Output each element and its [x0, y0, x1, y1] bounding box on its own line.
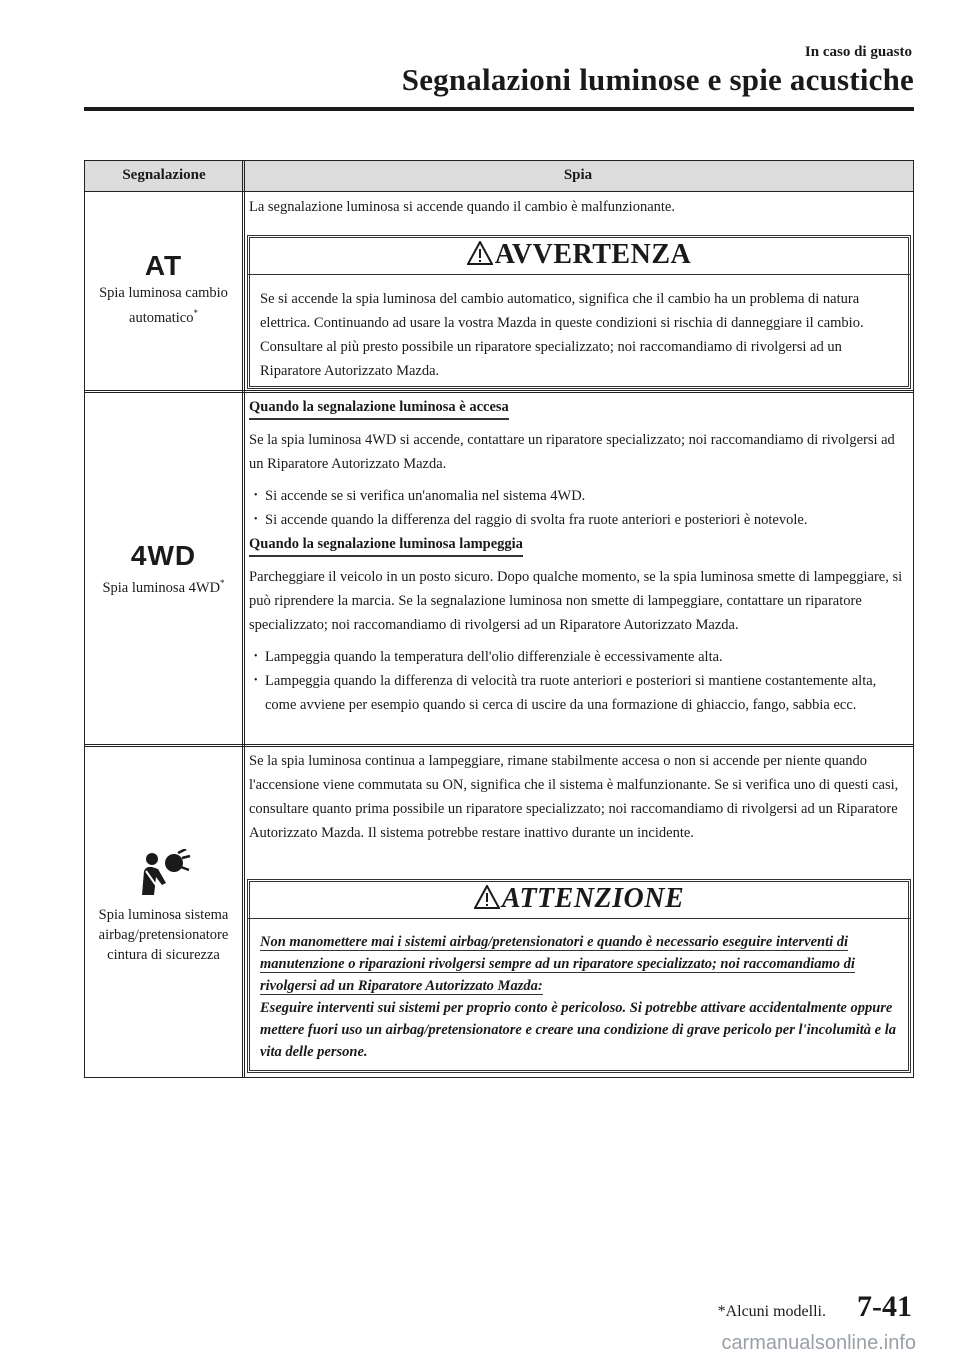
section-title: In caso di guasto — [804, 44, 912, 60]
at-symbol-cell — [85, 251, 242, 328]
list-item: • Si accende quando la differenza del raggio di svolta fra ruote anteriori e posteriori è notevole. — [251, 508, 907, 532]
warning-triangle-icon — [467, 241, 493, 273]
airbag-label: Spia luminosa sistema airbag/pretensionatore cintura di sicurezza — [98, 907, 229, 963]
footnote-mark: * — [220, 578, 225, 588]
4wd-subhead-accesa: Quando la segnalazione luminosa è accesa — [249, 398, 509, 420]
row-divider — [85, 744, 913, 747]
table-header — [85, 161, 913, 192]
warning-lights-table — [84, 160, 914, 1078]
attenzione-detail-text: Eseguire interventi sui sistemi per proprio conto è pericoloso. Si potrebbe attivare accidentalmente oppure mettere fuori uso un airbag/pretensionatore e creare una condizione di grave pericolo per l'incolumità e la vita delle persone. — [260, 1000, 896, 1060]
4wd-label: Spia luminosa 4WD — [102, 579, 221, 596]
airbag-description-cell — [245, 749, 911, 845]
at-intro: La segnalazione luminosa si accende quando il cambio è malfunzionante. — [249, 199, 675, 215]
4wd-subhead-lampeggia: Quando la segnalazione luminosa lampeggia — [249, 535, 523, 557]
4wd-symbol-cell — [85, 541, 242, 598]
page-title: Segnalazioni luminose e spie acustiche — [401, 62, 914, 97]
warning-triangle-icon — [474, 885, 500, 917]
attenzione-text — [248, 919, 910, 1073]
attenzione-title: ATTENZIONE — [501, 883, 685, 914]
4wd-description-cell — [245, 395, 911, 717]
avvertenza-title: AVVERTENZA — [494, 239, 692, 270]
list-item: • Lampeggia quando la temperatura dell'olio differenziale è eccessivamente alta. — [251, 645, 907, 669]
avvertenza-header — [248, 236, 910, 275]
at-warning-area — [245, 235, 911, 389]
avvertenza-box — [247, 235, 911, 389]
attenzione-box — [247, 879, 911, 1073]
page-number: 7-41 — [857, 1290, 912, 1323]
footnote: *Alcuni modelli. — [717, 1303, 826, 1320]
airbag-caution-area — [245, 879, 911, 1073]
airbag-seatbelt-icon — [85, 849, 242, 899]
4wd-para-accesa: Se la spia luminosa 4WD si accende, contattare un riparatore specializzato; noi raccomandiamo di rivolgersi ad un Riparatore Autorizzato Mazda. — [249, 432, 895, 472]
4wd-para-lampeggia: Parcheggiare il veicolo in un posto sicuro. Dopo qualche momento, se la spia luminosa smette di lampeggiare, si può riprendere la marcia. Se la segnalazione luminosa non smette di lampeggiare, contattare un riparatore specializzato; noi raccomandiamo di rivolgersi ad un Riparatore Autorizzato Mazda. — [249, 569, 903, 633]
at-description-cell — [245, 195, 911, 219]
footnote-mark: * — [193, 308, 198, 318]
4wd-warning-icon: 4WD — [130, 540, 197, 571]
at-label: Spia luminosa cambio automatico — [99, 285, 228, 326]
airbag-symbol-cell — [85, 849, 242, 965]
title-rule — [84, 107, 914, 111]
airbag-intro: Se la spia luminosa continua a lampeggiare, rimane stabilmente accesa o non si accende per niente quando l'accensione viene commutata su ON, significa che il sistema è malfunzionante. Se si verifica uno di questi casi, consultare quanto prima possibile un riparatore specializzato; noi raccomandiamo di rivolgersi ad un Riparatore Autorizzato Mazda. Il sistema potrebbe restare inattivo durante un incidente. — [249, 753, 899, 841]
attenzione-header — [248, 880, 910, 919]
header-segnalazione: Segnalazione — [122, 167, 206, 183]
attenzione-underlined-text: Non manomettere mai i sistemi airbag/pretensionatori e quando è necessario eseguire interventi di manutenzione o riparazioni rivolgersi sempre ad un riparatore specializzato; noi raccomandiamo di rivolgersi ad un Riparatore Autorizzato Mazda: — [260, 934, 855, 994]
header-spia: Spia — [563, 167, 593, 183]
avvertenza-text: Se si accende la spia luminosa del cambio automatico, significa che il cambio ha un problema di natura elettrica. Continuando ad usare la vostra Mazda in queste condizioni si rischia di danneggiare il cambio. Consultare al più presto possibile un riparatore specializzato; noi raccomandiamo di rivolgersi ad un Riparatore Autorizzato Mazda. — [260, 291, 864, 379]
at-warning-icon: AT — [144, 250, 183, 281]
list-item: • Lampeggia quando la differenza di velocità tra ruote anteriori e posteriori si mantiene costantemente alta, come avviene per esempio quando si cerca di uscire da una formazione di ghiaccio, fango, sabbia ecc. — [251, 669, 907, 717]
list-item: • Si accende se si verifica un'anomalia nel sistema 4WD. — [251, 484, 907, 508]
watermark: carmanualsonline.info — [721, 1332, 916, 1354]
